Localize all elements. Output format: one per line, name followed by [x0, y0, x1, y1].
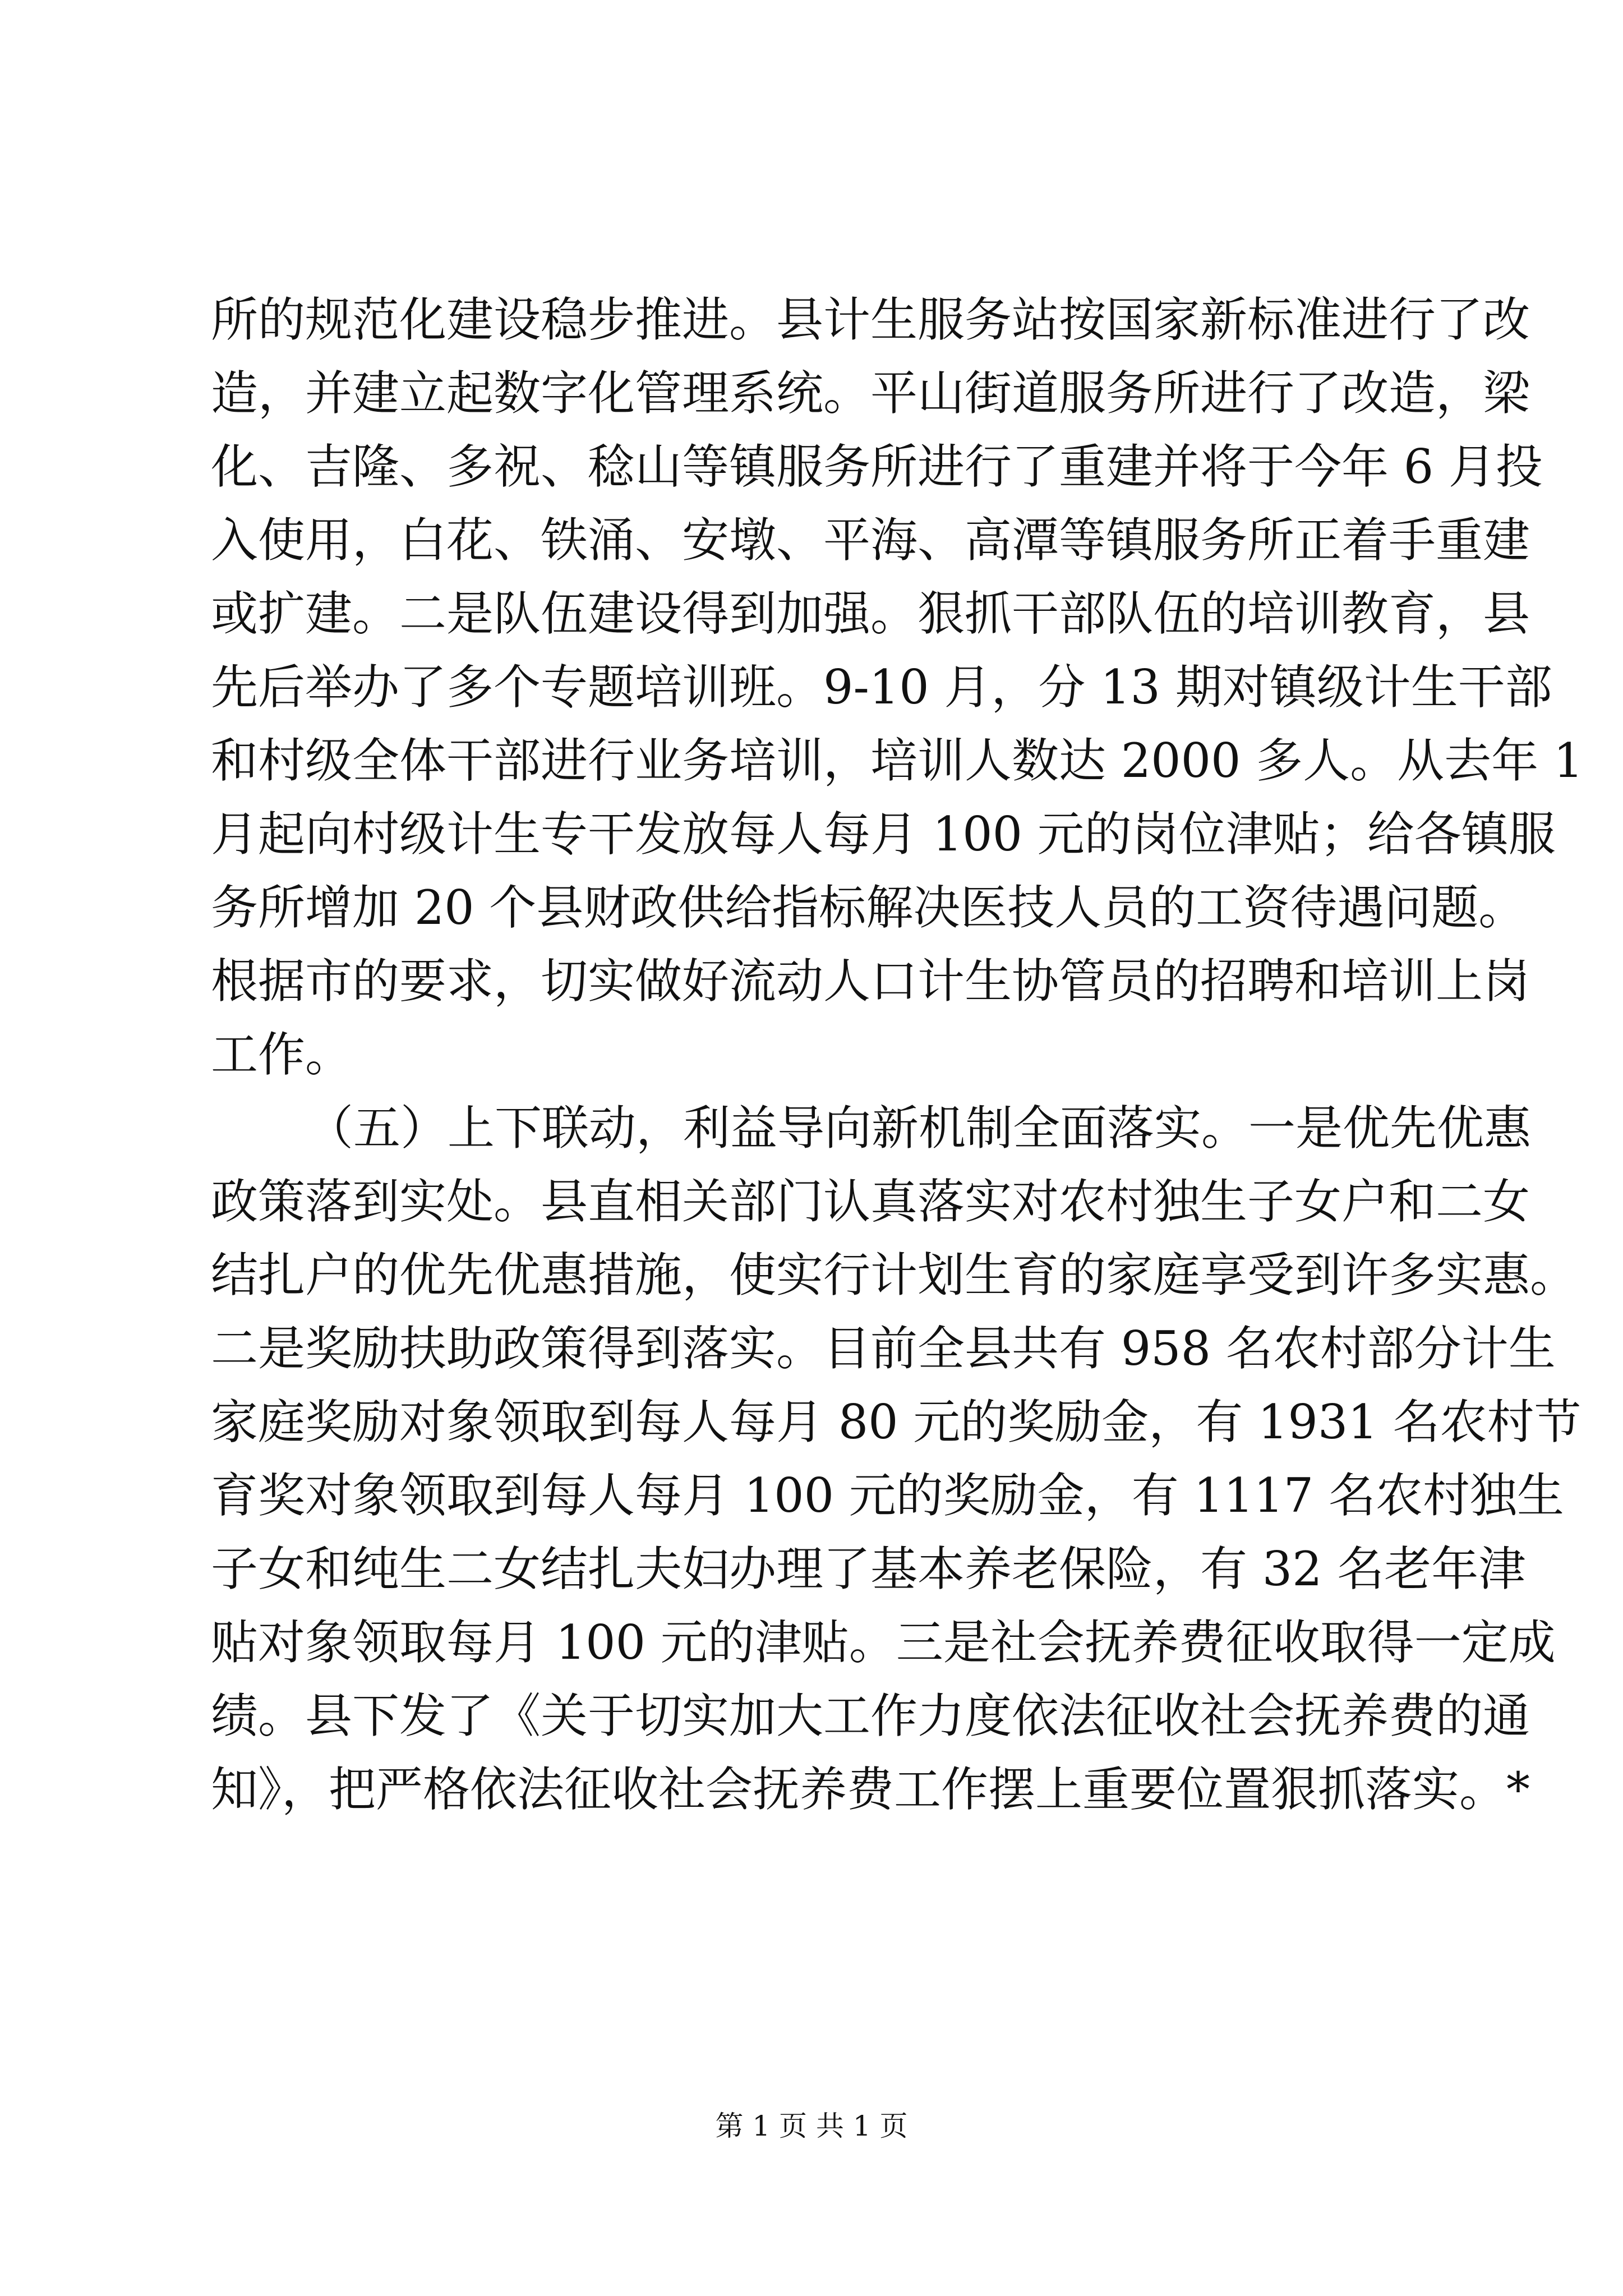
paragraph-1-line-4: 入使用，白花、铁涌、安墩、平海、高潭等镇服务所正着手重建 [211, 513, 1530, 568]
paragraph-2-line-4: 二是奖励扶助政策得到落实。目前全县共有 958 名农村部分计生 [211, 1321, 1556, 1376]
paragraph-1-line-1: 所的规范化建设稳步推进。县计生服务站按国家新标准进行了改 [211, 292, 1530, 347]
paragraph-1-line-9: 务所增加 20 个县财政供给指标解决医技人员的工资待遇问题。 [211, 880, 1526, 935]
body-text [211, 283, 1584, 1826]
paragraph-2-line-8: 贴对象领取每月 100 元的津贴。三是社会抚养费征收取得一定成 [211, 1615, 1556, 1670]
paragraph-2-line-2: 政策落到实处。县直相关部门认真落实对农村独生子女户和二女 [211, 1174, 1530, 1229]
paragraph-1-line-3: 化、吉隆、多祝、稔山等镇服务所进行了重建并将于今年 6 月投 [211, 439, 1543, 494]
paragraph-1-line-2: 造，并建立起数字化管理系统。平山街道服务所进行了改造，梁 [211, 366, 1530, 421]
paragraph-2-line-3: 结扎户的优先优惠措施，使实行计划生育的家庭享受到许多实惠。 [211, 1248, 1578, 1303]
paragraph-2-line-5: 家庭奖励对象领取到每人每月 80 元的奖励金，有 1931 名农村节 [211, 1395, 1581, 1450]
paragraph-1-line-8: 月起向村级计生专干发放每人每月 100 元的岗位津贴；给各镇服 [211, 807, 1556, 862]
paragraph-1-line-11: 工作。 [211, 1027, 353, 1082]
paragraph-2-line-7: 子女和纯生二女结扎夫妇办理了基本养老保险，有 32 名老年津 [211, 1542, 1526, 1596]
paragraph-2-line-10: 知》，把严格依法征收社会抚养费工作摆上重要位置狠抓落实。* [211, 1762, 1530, 1817]
paragraph-2-line-9: 绩。县下发了《关于切实加大工作力度依法征收社会抚养费的通 [211, 1688, 1530, 1743]
paragraph-2-line-6: 育奖对象领取到每人每月 100 元的奖励金，有 1117 名农村独生 [211, 1468, 1564, 1523]
paragraph-1-line-6: 先后举办了多个专题培训班。9-10 月，分 13 期对镇级计生干部 [211, 660, 1552, 715]
page-number-label: 第 1 页 共 1 页 [715, 2110, 908, 2142]
paragraph-1-line-10: 根据市的要求，切实做好流动人口计生协管员的招聘和培训上岗 [211, 954, 1530, 1009]
paragraph-1-line-5: 或扩建。二是队伍建设得到加强。狠抓干部队伍的培训教育，县 [211, 586, 1530, 641]
page-footer [0, 2106, 1623, 2146]
paragraph-1-line-7: 和村级全体干部进行业务培训，培训人数达 2000 多人。从去年 1 [211, 733, 1584, 788]
paragraph-2-line-1: （五）上下联动，利益导向新机制全面落实。一是优先优惠 [306, 1101, 1532, 1156]
